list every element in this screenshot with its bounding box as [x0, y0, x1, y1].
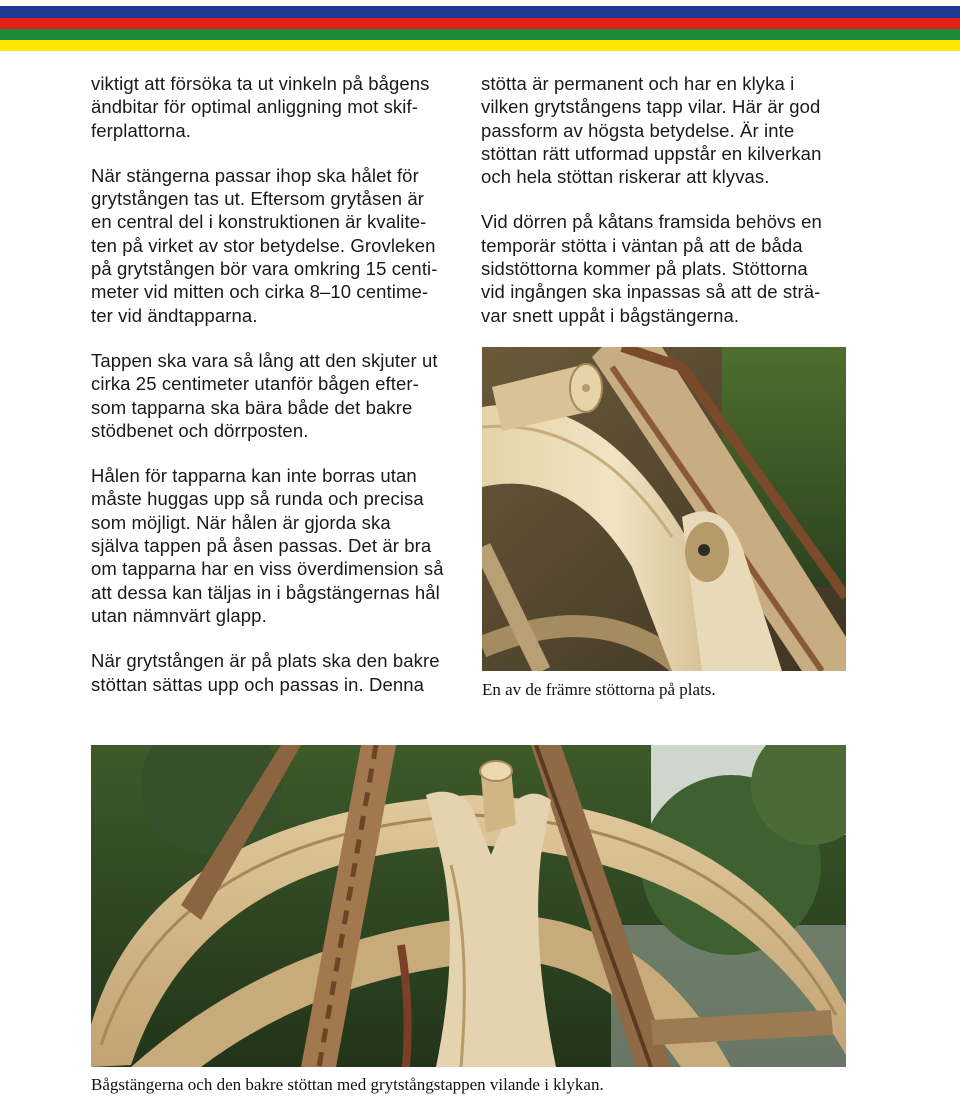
header-stripes: [0, 0, 960, 52]
photo-front-support: [482, 347, 846, 671]
left-paragraph-4: Hålen för tapparna kan inte borras utan måste huggas upp så runda och precisa som möjligt. När hålen är gjorda ska själva tappen på åsen passas. Det är bra om tapparna har en viss överdimension så att dessa kan täljas in i bågstängernas hål utan nämnvärt glapp.: [91, 465, 444, 626]
left-paragraph-1: viktigt att försöka ta ut vinkeln på bågens ändbitar för optimal anliggning mot skif- ferplattorna.: [91, 73, 430, 141]
right-paragraph-1: stötta är permanent och har en klyka i vilken grytstångens tapp vilar. Här är god passform av högsta betydelse. Är inte stöttan rätt utformad uppstår en kilverkan och hela stöttan riskerar att klyvas.: [481, 73, 822, 188]
photo-front-support-caption: En av de främre stöttorna på plats.: [482, 680, 716, 699]
left-paragraph-5: När grytstången är på plats ska den bakre stöttan sättas upp och passas in. Denna: [91, 650, 440, 695]
stripe-yellow: [0, 40, 960, 51]
photo-arches-rear-support-caption: Bågstängerna och den bakre stöttan med grytstångstappen vilande i klykan.: [91, 1075, 604, 1094]
left-text-column: [91, 72, 466, 718]
right-text-column: [481, 72, 851, 349]
stripe-green: [0, 29, 960, 40]
stripe-blue: [0, 6, 960, 18]
right-paragraph-2: Vid dörren på kåtans framsida behövs en temporär stötta i väntan på att de båda sidstöttorna kommer på plats. Stöttorna vid ingången ska inpassas så att de strä- var snett uppåt i bågstängerna.: [481, 211, 822, 326]
stripe-red: [0, 18, 960, 29]
left-paragraph-3: Tappen ska vara så lång att den skjuter ut cirka 25 centimeter utanför bågen efter- som tapparna ska bära både det bakre stödbenet och dörrposten.: [91, 349, 438, 441]
photo-arches-rear-support: [91, 745, 846, 1067]
left-paragraph-2: När stängerna passar ihop ska hålet för grytstången tas ut. Eftersom grytåsen är en central del i konstruktionen är kvalite- ten på virket av stor betydelse. Grovleken på grytstången bör vara omkring 15 centi- meter vid mitten och cirka 8–10 centime- ter vid ändtapparna.: [91, 164, 438, 326]
